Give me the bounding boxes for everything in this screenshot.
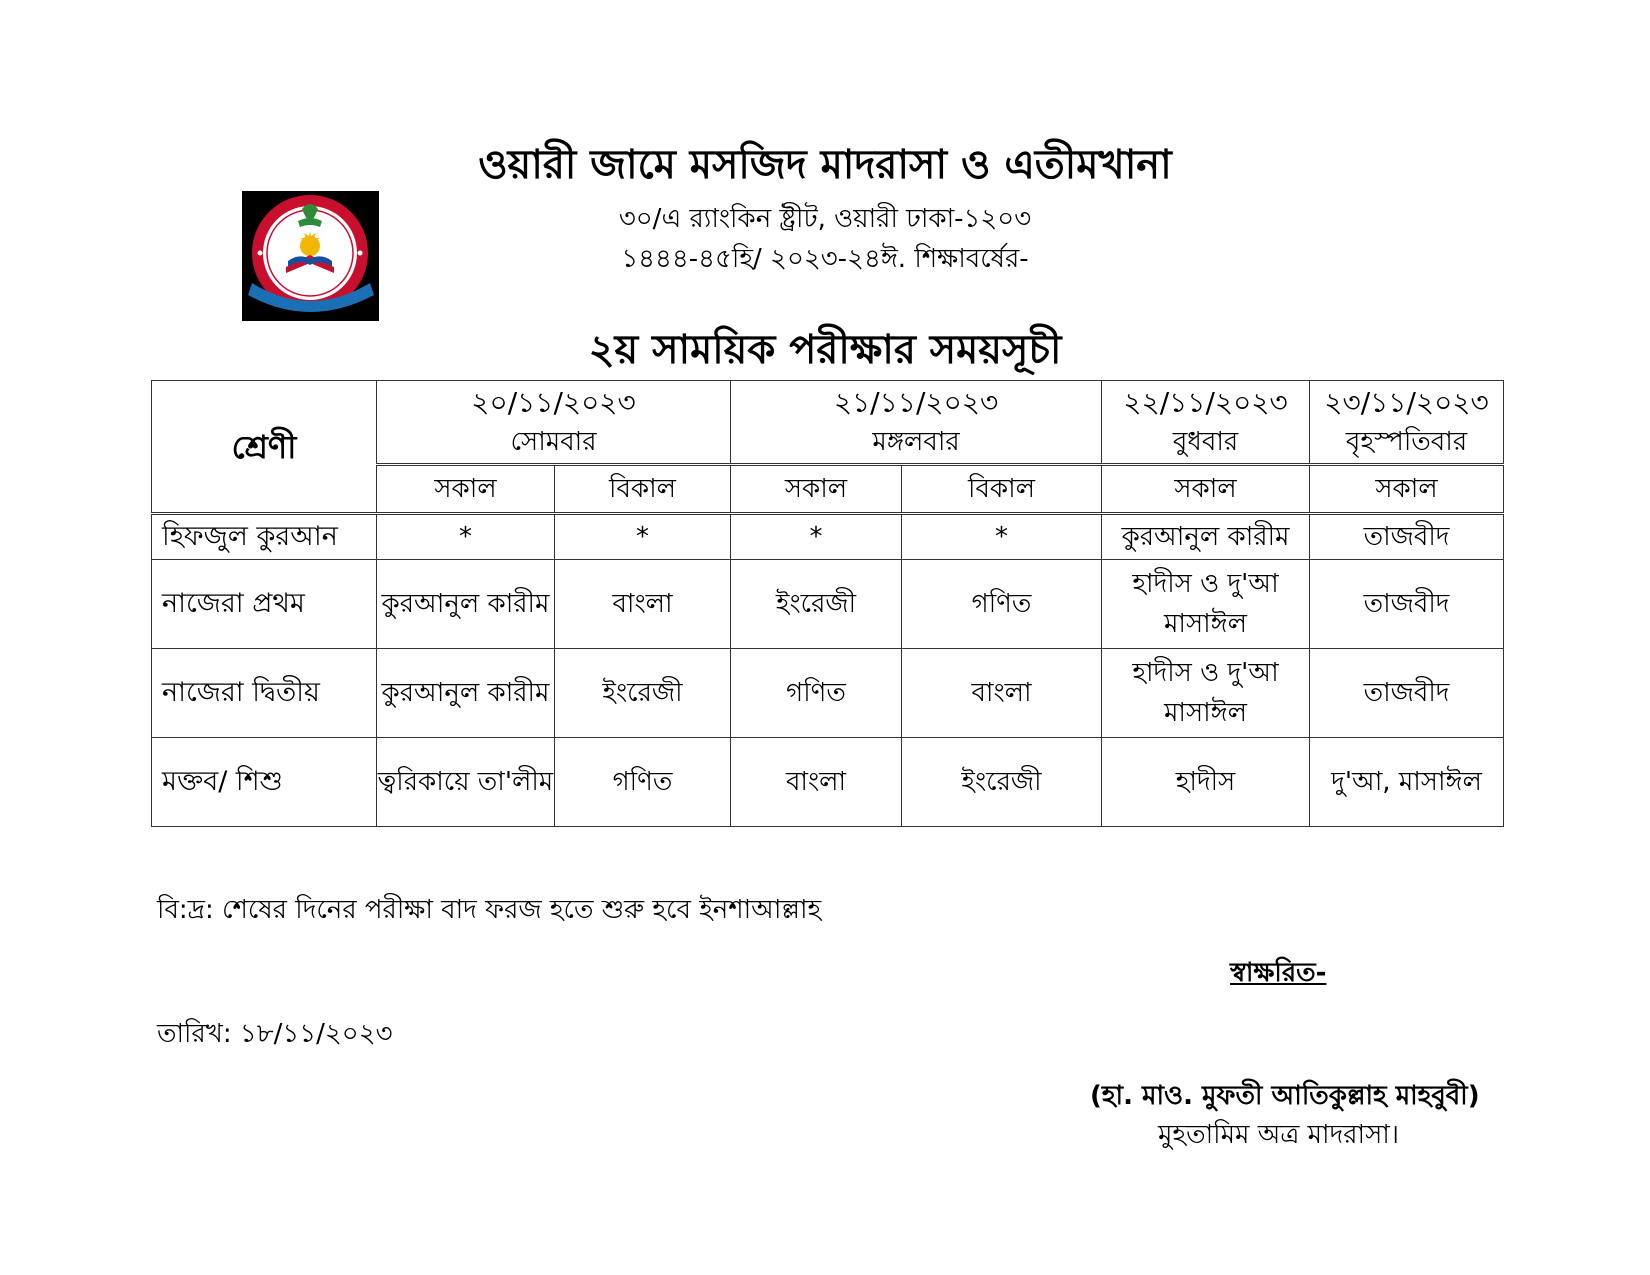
exam-note: বি:দ্র: শেষের দিনের পরীক্ষা বাদ ফরজ হতে শুরু হবে ইনশাআল্লাহ — [157, 895, 822, 925]
date-header — [377, 381, 731, 465]
exam-schedule-table — [151, 380, 1504, 827]
day-label: বৃহস্পতিবার — [1345, 427, 1468, 457]
class-name-cell: মক্তব/ শিশু — [152, 738, 377, 827]
subject-cell: বাংলা — [902, 649, 1102, 738]
table-row — [152, 560, 1504, 649]
subject-cell: হাদীস — [1102, 738, 1310, 827]
subject-cell: ত্বরিকায়ে তা'লীম — [377, 738, 555, 827]
date-header — [1102, 381, 1310, 465]
subject-cell: ইংরেজী — [731, 560, 902, 649]
institution-address: ৩০/এ র‌্যাংকিন ষ্ট্রীট, ওয়ারী ঢাকা-১২০৩ — [618, 204, 1032, 234]
issue-date: তারিখ: ১৮/১১/২০২৩ — [157, 1019, 393, 1049]
subject-cell: তাজবীদ — [1310, 560, 1504, 649]
signatory-role: মুহতামিম অত্র মাদরাসা। — [1158, 1120, 1400, 1150]
subject-cell: কুরআনুল কারীম — [1102, 514, 1310, 560]
subject-cell: ইংরেজী — [555, 649, 731, 738]
subject-cell: কুরআনুল কারীম — [377, 560, 555, 649]
shift-header: সকাল — [1102, 465, 1310, 514]
subject-cell: গণিত — [731, 649, 902, 738]
subject-cell: তাজবীদ — [1310, 649, 1504, 738]
date-label: ২২/১১/২০২৩ — [1123, 386, 1288, 419]
institution-name: ওয়ারী জামে মসজিদ মাদরাসা ও এতীমখানা — [478, 142, 1172, 188]
date-header — [731, 381, 1102, 465]
table-row — [152, 649, 1504, 738]
exam-schedule-title: ২য় সাময়িক পরীক্ষার সময়সূচী — [588, 327, 1062, 373]
day-label: মঙ্গলবার — [872, 427, 960, 457]
date-label: ২০/১১/২০২৩ — [471, 386, 636, 419]
subject-cell: তাজবীদ — [1310, 514, 1504, 560]
academic-session: ১৪৪৪-৪৫হি/ ২০২৩-২৪ঈ. শিক্ষাবর্ষের- — [621, 244, 1029, 274]
date-label: ২১/১১/২০২৩ — [833, 386, 999, 419]
day-label: বুধবার — [1172, 427, 1239, 457]
date-label: ২৩/১১/২০২৩ — [1324, 386, 1489, 419]
shift-header: সকাল — [377, 465, 555, 514]
class-name-cell: হিফজুল কুরআন — [152, 514, 377, 560]
subject-cell: গণিত — [555, 738, 731, 827]
shift-header: সকাল — [731, 465, 902, 514]
table-row — [152, 514, 1504, 560]
signed-label: স্বাক্ষরিত- — [1230, 958, 1327, 988]
class-name-cell: নাজেরা প্রথম — [152, 560, 377, 649]
shift-header: সকাল — [1310, 465, 1504, 514]
class-name-cell: নাজেরা দ্বিতীয় — [152, 649, 377, 738]
day-label: সোমবার — [510, 427, 597, 457]
shift-header: বিকাল — [902, 465, 1102, 514]
subject-cell: হাদীস ও দু'আ মাসাঈল — [1102, 560, 1310, 649]
date-header — [1310, 381, 1504, 465]
subject-cell: বাংলা — [731, 738, 902, 827]
shift-header: বিকাল — [555, 465, 731, 514]
subject-cell: হাদীস ও দু'আ মাসাঈল — [1102, 649, 1310, 738]
subject-cell: কুরআনুল কারীম — [377, 649, 555, 738]
subject-cell: * — [377, 514, 555, 560]
subject-cell: ইংরেজী — [902, 738, 1102, 827]
table-row — [152, 738, 1504, 827]
subject-cell: * — [555, 514, 731, 560]
subject-cell: দু'আ, মাসাঈল — [1310, 738, 1504, 827]
class-column-header: শ্রেণী — [152, 381, 377, 514]
subject-cell: বাংলা — [555, 560, 731, 649]
madrasa-logo-icon — [242, 191, 379, 321]
subject-cell: গণিত — [902, 560, 1102, 649]
subject-cell: * — [731, 514, 902, 560]
signatory-name: (হা. মাও. মুফতী আতিকুল্লাহ মাহবুবী) — [1090, 1081, 1480, 1111]
subject-cell: * — [902, 514, 1102, 560]
